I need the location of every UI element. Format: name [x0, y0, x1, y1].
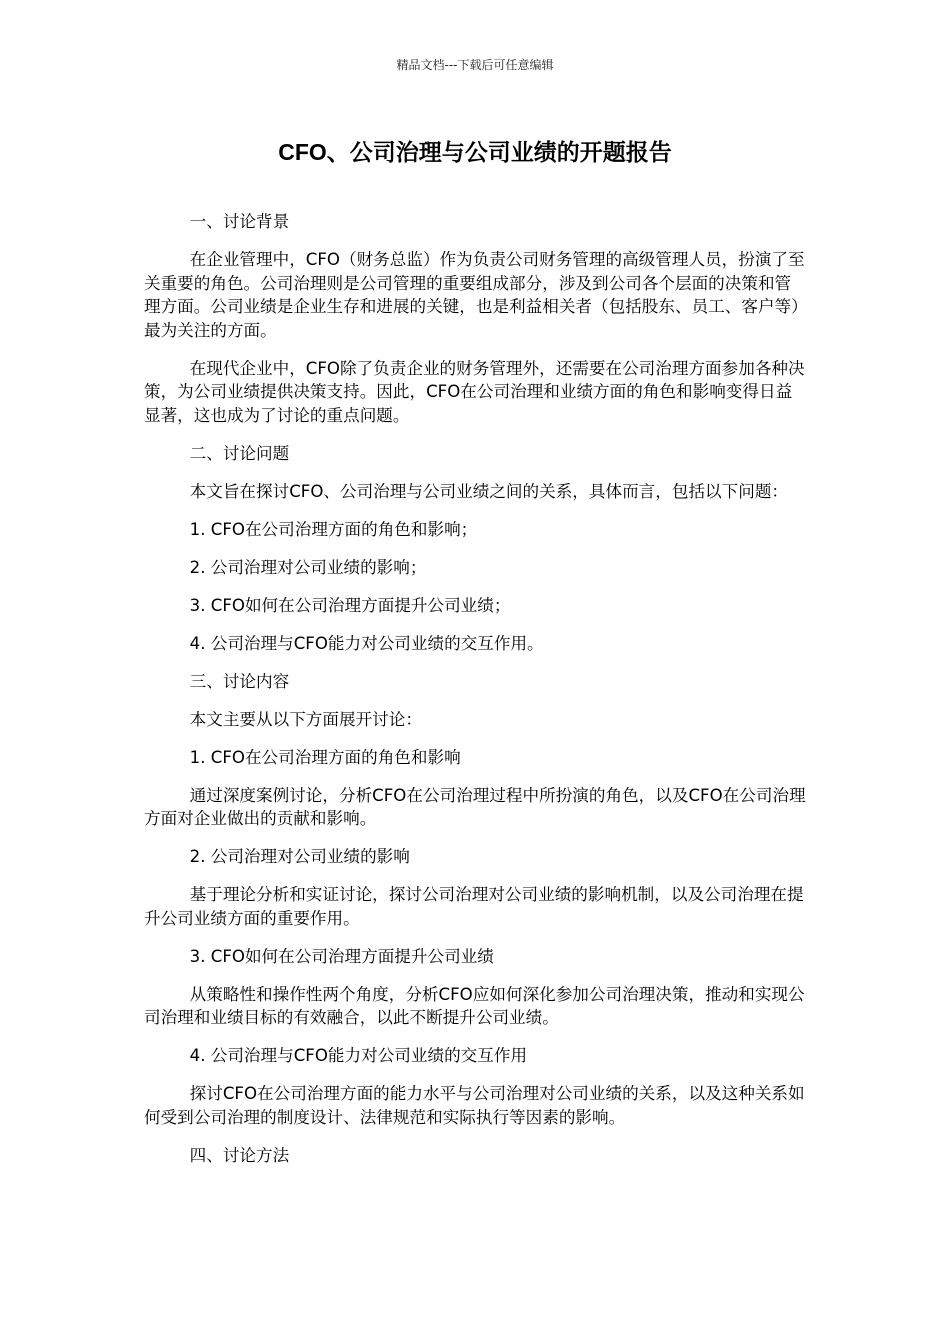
list-item: 3. CFO如何在公司治理方面提升公司业绩； — [189, 595, 511, 615]
body-paragraph: 基于理论分析和实证讨论，探讨公司治理对公司业绩的影响机制，以及公司治理在提升公司业绩方面的重要作用。 — [144, 885, 804, 928]
body-paragraph: 在现代企业中，CFO除了负责企业的财务管理外，还需要在公司治理方面参加各种决策，为公司业绩提供决策支持。因此，CFO在公司治理和业绩方面的角色和影响变得日益显著，这也成为了讨论的重点问题。 — [144, 358, 805, 425]
body-paragraph: 从策略性和操作性两个角度，分析CFO应如何深化参加公司治理决策，推动和实现公司治理和业绩目标的有效融合，以此不断提升公司业绩。 — [144, 984, 805, 1027]
page-header: 精品文档---下载后可任意编辑 — [396, 58, 554, 72]
body-paragraph: 在企业管理中，CFO（财务总监）作为负责公司财务管理的高级管理人员，扮演了至关重要的角色。公司治理则是公司管理的重要组成部分，涉及到公司各个层面的决策和管理方面。公司业绩是企业生存和进展的关键，也是利益相关者（包括股东、员工、客户等）最为关注的方面。 — [144, 250, 805, 340]
section-heading-content: 三、讨论内容 — [189, 671, 290, 691]
document-title: CFO、公司治理与公司业绩的开题报告 — [278, 139, 672, 165]
subheading: 3. CFO如何在公司治理方面提升公司业绩 — [189, 946, 494, 966]
section-heading-methods: 四、讨论方法 — [189, 1145, 290, 1165]
subheading: 2. 公司治理对公司业绩的影响 — [189, 847, 410, 866]
list-item: 2. 公司治理对公司业绩的影响； — [189, 557, 427, 577]
body-paragraph: 本文旨在探讨CFO、公司治理与公司业绩之间的关系，具体而言，包括以下问题： — [189, 481, 789, 501]
document-body — [144, 210, 806, 1182]
body-paragraph: 通过深度案例讨论，分析CFO在公司治理过程中所扮演的角色，以及CFO在公司治理方面对企业做出的贡献和影响。 — [144, 785, 806, 828]
body-paragraph: 探讨CFO在公司治理方面的能力水平与公司治理对公司业绩的关系，以及这种关系如何受到公司治理的制度设计、法律规范和实际执行等因素的影响。 — [144, 1084, 805, 1127]
body-paragraph: 本文主要从以下方面展开讨论： — [189, 709, 422, 729]
section-heading-background: 一、讨论背景 — [189, 212, 290, 231]
list-item: 1. CFO在公司治理方面的角色和影响； — [189, 519, 478, 539]
subheading: 1. CFO在公司治理方面的角色和影响 — [189, 747, 461, 767]
subheading: 4. 公司治理与CFO能力对公司业绩的交互作用 — [189, 1046, 528, 1065]
list-item: 4. 公司治理与CFO能力对公司业绩的交互作用。 — [189, 633, 544, 653]
section-heading-questions: 二、讨论问题 — [189, 443, 290, 463]
